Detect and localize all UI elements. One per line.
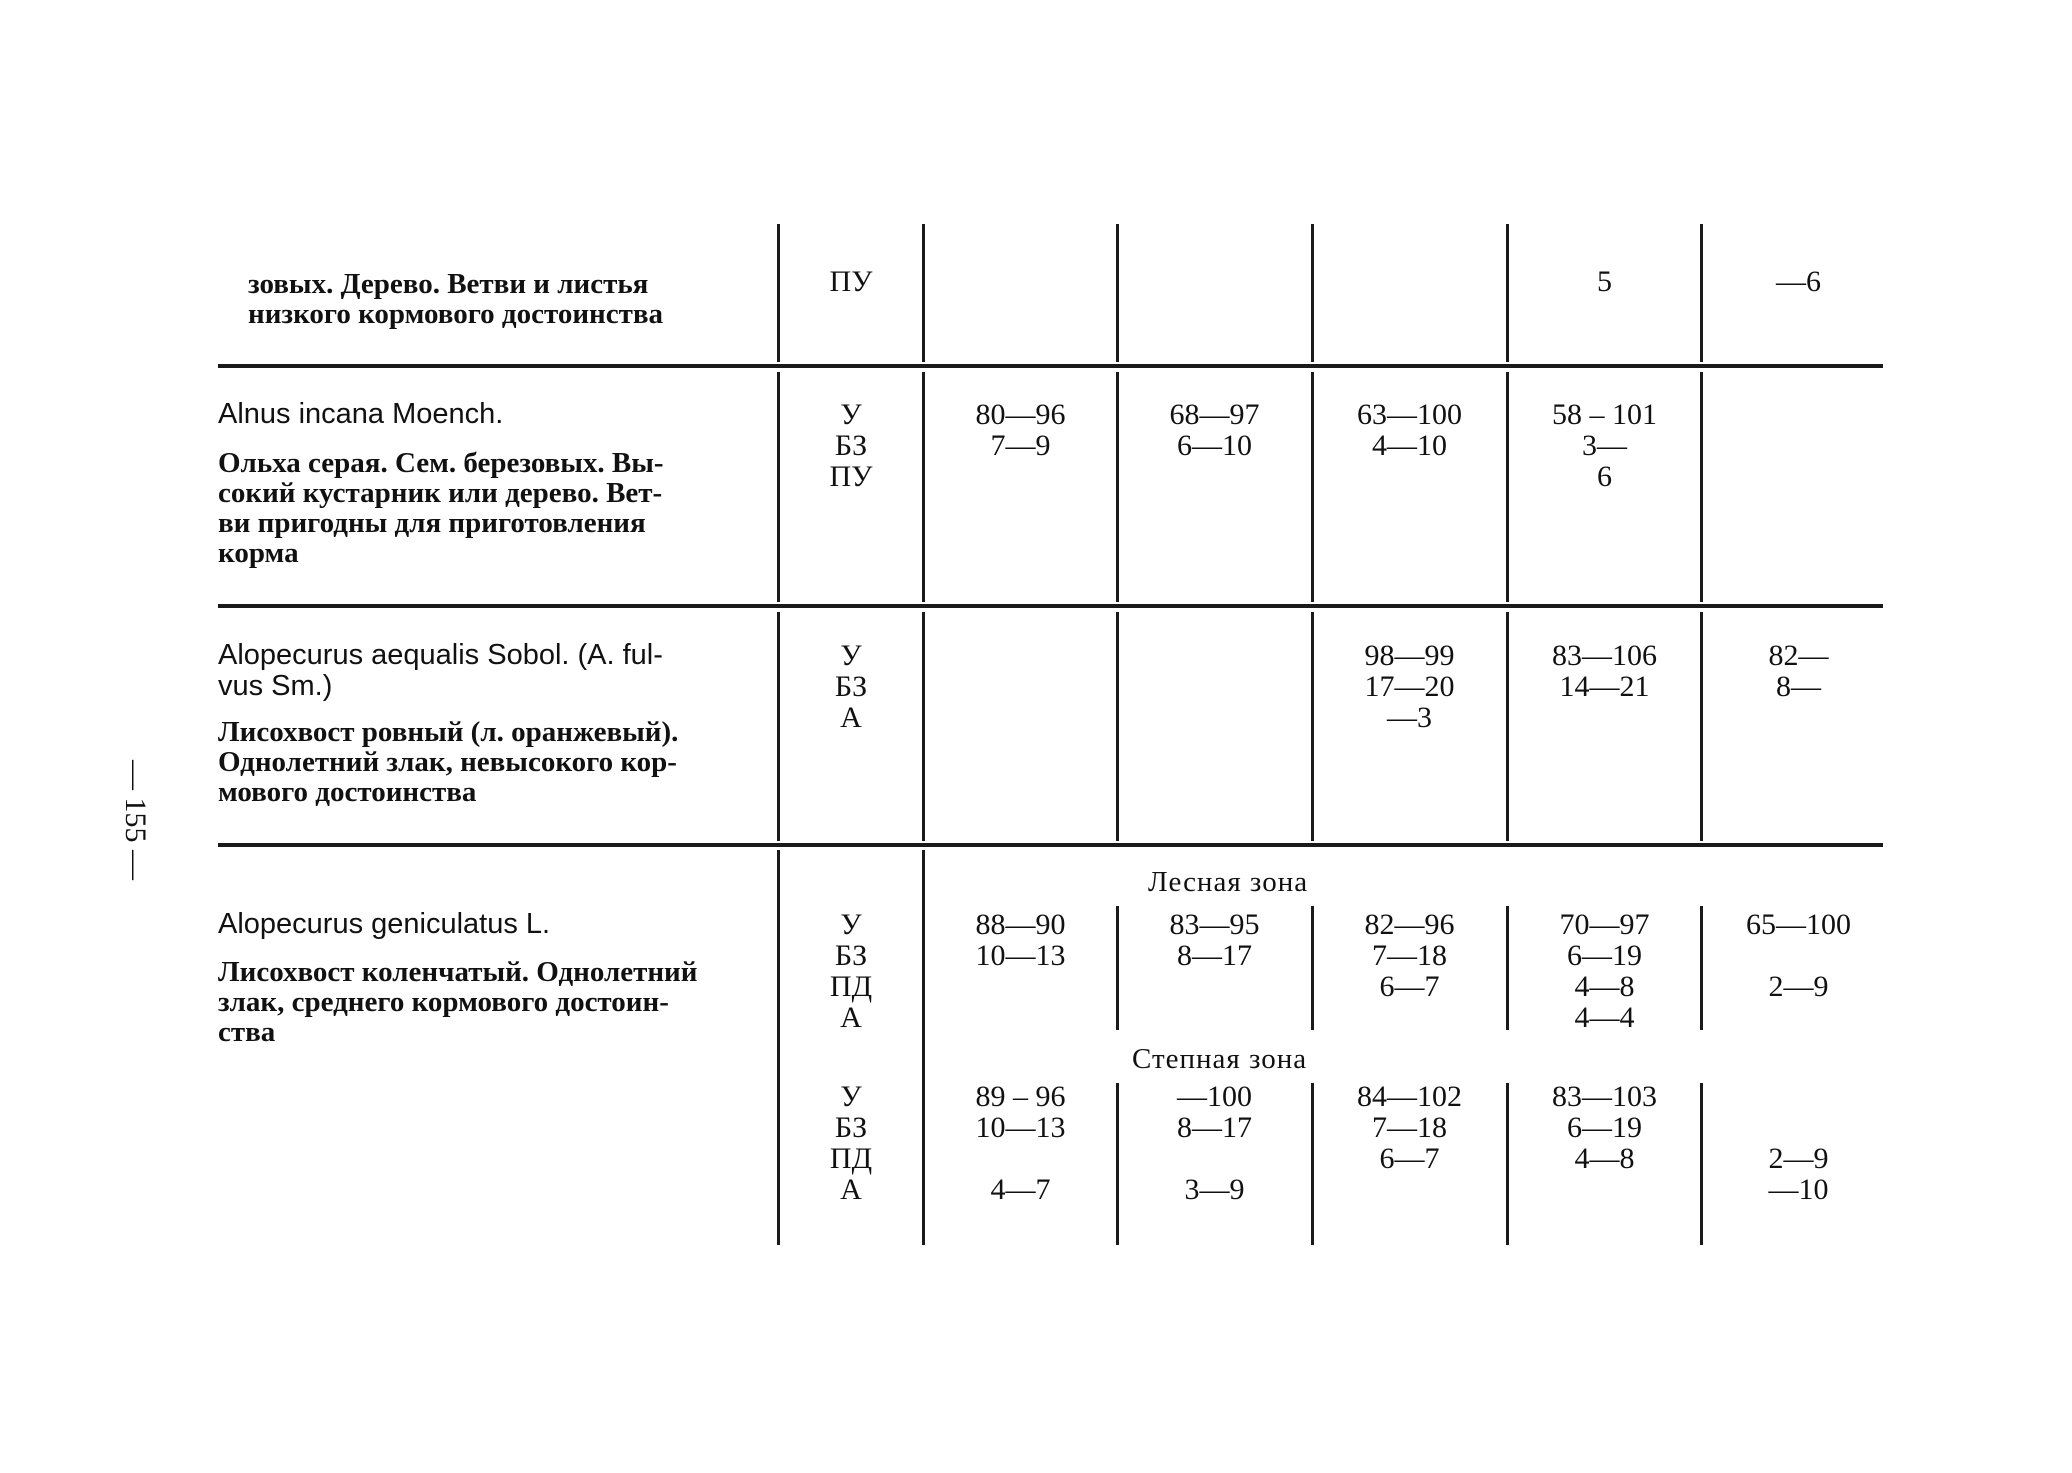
row3-col5: 82— 8—	[1768, 639, 1829, 703]
steppe-indicators: У БЗ ПД А	[829, 1080, 873, 1206]
row3-col3: 98—99 17—20 —3	[1364, 639, 1455, 734]
row1-indicators: ПУ	[829, 265, 873, 298]
steppe-col5: 2—9 —10	[1768, 1142, 1829, 1206]
row-separator	[218, 604, 1883, 608]
steppe-col3: 84—102 7—18 6—7	[1357, 1080, 1462, 1175]
forest-col5: 65—100 2—9	[1746, 908, 1851, 1003]
row3-description: Лисохвост ровный (л. оранжевый). Однолетний злак, невысокого кор- мового достоинства	[218, 716, 679, 808]
page-number: — 155 —	[119, 760, 152, 880]
row2-latin-name: Alnus incana Moench.	[218, 398, 504, 430]
row4-description: Лисохвост коленчатый. Однолетний злак, среднего кормового достоин- ства	[218, 956, 698, 1048]
row2-col3: 63—100 4—10	[1357, 398, 1462, 462]
row1-col4: 5	[1597, 265, 1612, 298]
forest-col4: 70—97 6—19 4—8 4—4	[1559, 908, 1650, 1034]
row1-description: зовых. Дерево. Ветви и листья низкого кормового достоинства	[248, 268, 664, 330]
row-separator	[218, 364, 1883, 368]
row4-latin-name: Alopecurus geniculatus L.	[218, 908, 551, 940]
row2-description: Ольха серая. Сем. березовых. Вы- сокий кустарник или дерево. Вет- ви пригодны для приготовления корма	[218, 447, 664, 569]
zone-heading-steppe: Степная зона	[1132, 1043, 1308, 1075]
forest-col1: 88—90 10—13	[975, 908, 1066, 972]
row2-col1: 80—96 7—9	[975, 398, 1066, 462]
zone-heading-forest: Лесная зона	[1148, 866, 1309, 898]
row2-indicators: У БЗ ПУ	[829, 398, 873, 493]
row-separator	[218, 843, 1883, 847]
forest-indicators: У БЗ ПД А	[829, 908, 873, 1034]
steppe-col2: —100 8—17 3—9	[1177, 1080, 1252, 1206]
row1-col5: —6	[1776, 265, 1821, 298]
steppe-col1: 89 – 96 10—13 4—7	[975, 1080, 1066, 1206]
column-divider	[922, 612, 925, 841]
row3-indicators: У БЗ А	[834, 639, 868, 734]
column-divider	[1311, 224, 1314, 362]
column-divider	[1116, 612, 1119, 841]
row3-latin-name: Alopecurus aequalis Sobol. (A. ful- vus Sm.)	[218, 639, 663, 702]
forest-col3: 82—96 7—18 6—7	[1364, 908, 1455, 1003]
row3-col4: 83—106 14—21	[1552, 639, 1657, 703]
forest-col2: 83—95 8—17	[1169, 908, 1260, 972]
column-divider	[1700, 372, 1703, 602]
row2-col4: 58 – 101 3— 6	[1552, 398, 1657, 493]
steppe-col4: 83—103 6—19 4—8	[1552, 1080, 1657, 1175]
row2-col2: 68—97 6—10	[1169, 398, 1260, 462]
column-divider	[1116, 224, 1119, 362]
column-divider	[922, 224, 925, 362]
